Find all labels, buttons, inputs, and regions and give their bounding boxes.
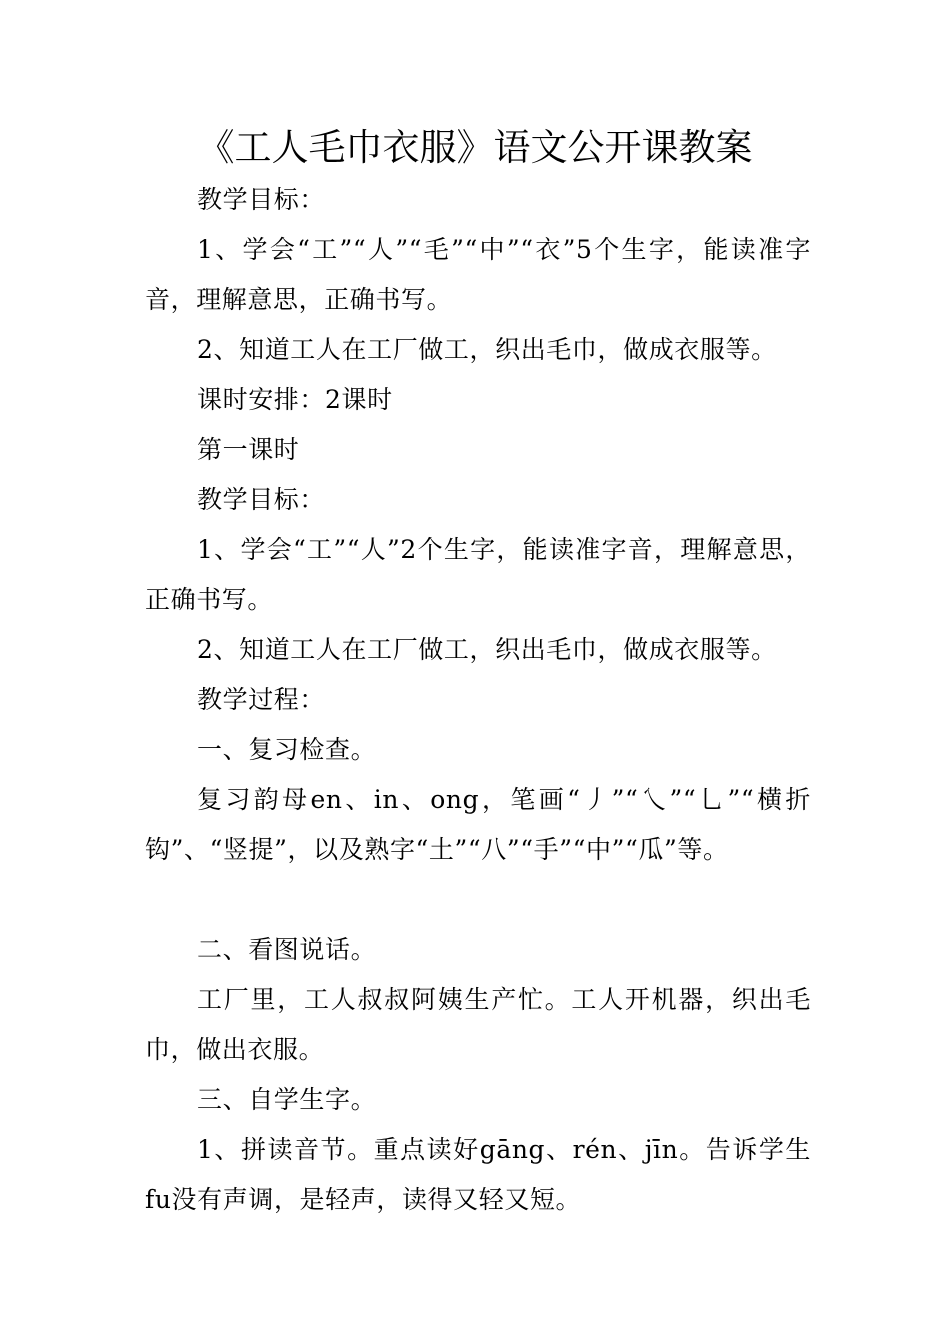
paragraph-process-heading: 教学过程： <box>197 685 326 714</box>
paragraph-first-lesson: 第一课时 <box>197 435 300 464</box>
paragraph-picture-talk-content: 工厂里，工人叔叔阿姨生产忙。工人开机器，织出毛巾，做出衣服。 <box>145 985 811 1064</box>
paragraph-self-study-content: 1、拼读音节。重点读好gāng、rén、jīn。告诉学生fu没有声调，是轻声，读得又轻又短。 <box>145 1135 811 1214</box>
paragraph-section-self-study: 三、自学生字。 <box>197 1085 377 1114</box>
paragraph-lesson-objectives-heading: 教学目标： <box>197 485 326 514</box>
paragraph-schedule: 课时安排：2课时 <box>197 385 393 414</box>
paragraph-review-content: 复习韵母en、in、ong，笔画“丿”“乀”“乚”“横折钩”、“竖提”，以及熟字“土”“八”“手”“中”“瓜”等。 <box>145 785 811 864</box>
paragraph-section-review: 一、复习检查。 <box>197 735 377 764</box>
paragraph-section-picture-talk: 二、看图说话。 <box>197 935 377 964</box>
paragraph-objective-2: 2、知道工人在工厂做工，织出毛巾，做成衣服等。 <box>197 335 777 364</box>
document-title: 《工人毛巾衣服》语文公开课教案 <box>197 126 753 169</box>
paragraph-objective-1: 1、学会“工”“人”“毛”“中”“衣”5个生字，能读准字音，理解意思，正确书写。 <box>145 235 811 314</box>
paragraph-lesson-objective-1: 1、学会“工”“人”2个生字，能读准字音，理解意思，正确书写。 <box>145 535 811 614</box>
paragraph-lesson-objective-2: 2、知道工人在工厂做工，织出毛巾，做成衣服等。 <box>197 635 777 664</box>
paragraph-objectives-heading: 教学目标： <box>197 185 326 214</box>
